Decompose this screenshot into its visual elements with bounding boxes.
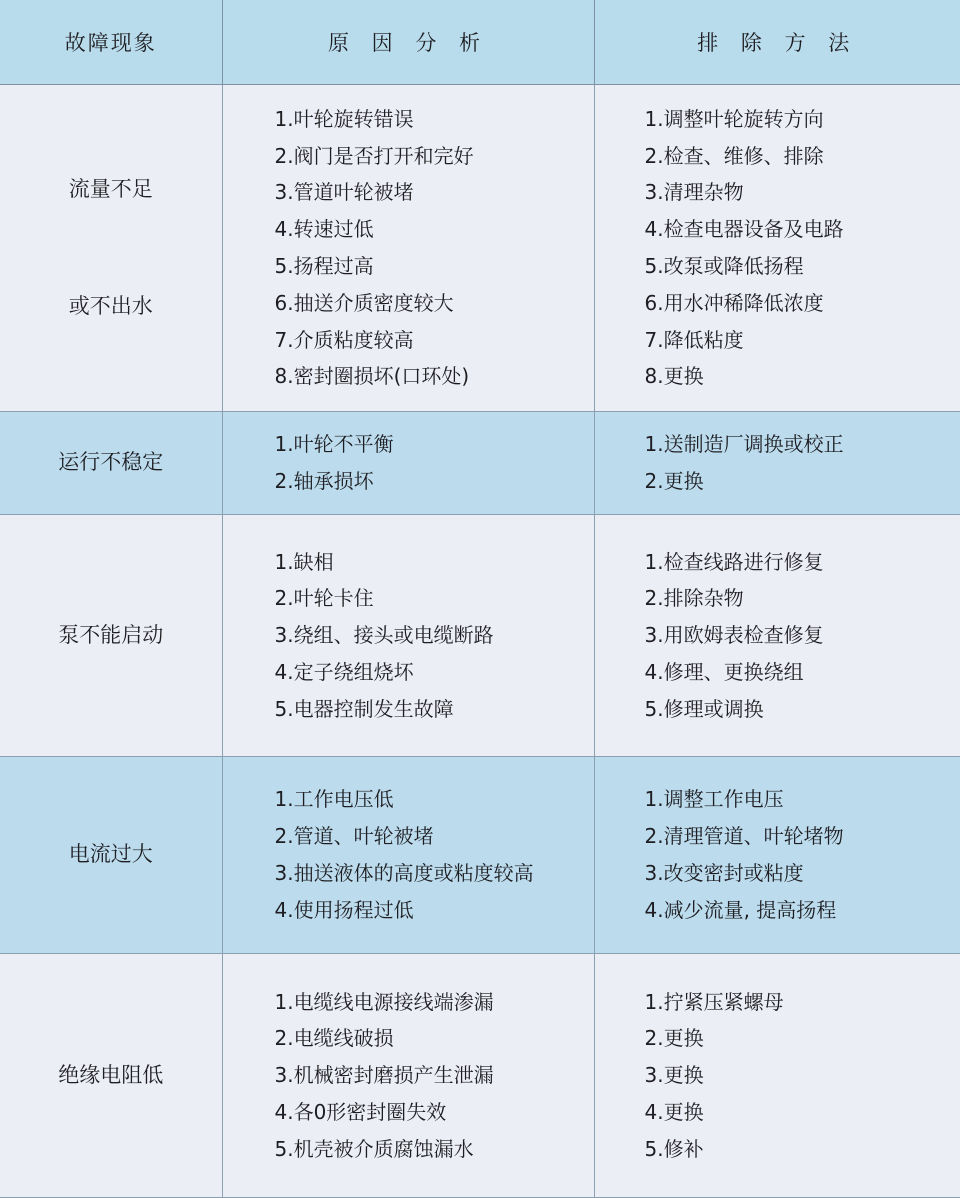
- symptom-cell: [0, 515, 222, 757]
- table-row: [0, 412, 960, 515]
- remedy-item: 3.用欧姆表检查修复: [645, 617, 960, 654]
- header-remedy: 排 除 方 法: [594, 0, 960, 85]
- cause-item: 5.扬程过高: [275, 248, 594, 285]
- remedy-item: 4.更换: [645, 1094, 960, 1131]
- remedy-item: 5.修补: [645, 1131, 960, 1168]
- cause-cell: [222, 757, 594, 954]
- cause-item: 7.介质粘度较高: [275, 322, 594, 359]
- table-row: [0, 515, 960, 757]
- remedy-item: 5.修理或调换: [645, 691, 960, 728]
- table-row: [0, 757, 960, 954]
- remedy-item: 1.送制造厂调换或校正: [645, 426, 960, 463]
- remedy-item: 1.拧紧压紧螺母: [645, 984, 960, 1021]
- remedy-item: 4.减少流量, 提高扬程: [645, 892, 960, 929]
- cause-item: 1.叶轮不平衡: [275, 426, 594, 463]
- table-row: [0, 954, 960, 1198]
- cause-item: 4.定子绕组烧坏: [275, 654, 594, 691]
- remedy-item: 1.调整工作电压: [645, 781, 960, 818]
- cause-item: 2.轴承损坏: [275, 463, 594, 500]
- cause-item: 3.机械密封磨损产生泄漏: [275, 1057, 594, 1094]
- symptom-cell: [0, 412, 222, 515]
- cause-item: 2.阀门是否打开和完好: [275, 138, 594, 175]
- cause-item: 1.工作电压低: [275, 781, 594, 818]
- cause-cell: [222, 85, 594, 412]
- remedy-item: 2.排除杂物: [645, 580, 960, 617]
- remedy-item: 5.改泵或降低扬程: [645, 248, 960, 285]
- header-symptom: 故障现象: [0, 0, 222, 85]
- cause-item: 2.叶轮卡住: [275, 580, 594, 617]
- table-row: [0, 85, 960, 412]
- cause-item: 8.密封圈损坏(口环处): [275, 358, 594, 395]
- remedy-cell: [594, 954, 960, 1198]
- cause-cell: [222, 515, 594, 757]
- symptom-text: 流量不足: [0, 176, 222, 203]
- symptom-text: 运行不稳定: [0, 449, 222, 476]
- symptom-cell: [0, 85, 222, 412]
- cause-item: 3.管道叶轮被堵: [275, 174, 594, 211]
- symptom-cell: [0, 757, 222, 954]
- symptom-text: 或不出水: [0, 293, 222, 320]
- remedy-item: 3.更换: [645, 1057, 960, 1094]
- cause-item: 2.电缆线破损: [275, 1020, 594, 1057]
- cause-item: 4.各0形密封圈失效: [275, 1094, 594, 1131]
- remedy-item: 1.调整叶轮旋转方向: [645, 101, 960, 138]
- cause-cell: [222, 954, 594, 1198]
- cause-item: 1.叶轮旋转错误: [275, 101, 594, 138]
- remedy-cell: [594, 757, 960, 954]
- cause-item: 2.管道、叶轮被堵: [275, 818, 594, 855]
- symptom-text: 绝缘电阻低: [0, 1062, 222, 1089]
- remedy-item: 2.更换: [645, 463, 960, 500]
- header-row: [0, 0, 960, 85]
- cause-cell: [222, 412, 594, 515]
- remedy-item: 6.用水冲稀降低浓度: [645, 285, 960, 322]
- cause-item: 5.电器控制发生故障: [275, 691, 594, 728]
- cause-item: 1.缺相: [275, 544, 594, 581]
- remedy-item: 4.检查电器设备及电路: [645, 211, 960, 248]
- remedy-cell: [594, 515, 960, 757]
- remedy-item: 7.降低粘度: [645, 322, 960, 359]
- remedy-item: 2.检查、维修、排除: [645, 138, 960, 175]
- remedy-item: 4.修理、更换绕组: [645, 654, 960, 691]
- remedy-item: 2.更换: [645, 1020, 960, 1057]
- cause-item: 3.绕组、接头或电缆断路: [275, 617, 594, 654]
- remedy-cell: [594, 412, 960, 515]
- symptom-cell: [0, 954, 222, 1198]
- cause-item: 4.转速过低: [275, 211, 594, 248]
- cause-item: 5.机壳被介质腐蚀漏水: [275, 1131, 594, 1168]
- cause-item: 1.电缆线电源接线端渗漏: [275, 984, 594, 1021]
- header-cause: 原 因 分 析: [222, 0, 594, 85]
- cause-item: 3.抽送液体的高度或粘度较高: [275, 855, 594, 892]
- remedy-cell: [594, 85, 960, 412]
- remedy-item: 2.清理管道、叶轮堵物: [645, 818, 960, 855]
- cause-item: 6.抽送介质密度较大: [275, 285, 594, 322]
- remedy-item: 3.改变密封或粘度: [645, 855, 960, 892]
- symptom-text: 电流过大: [0, 841, 222, 868]
- remedy-item: 3.清理杂物: [645, 174, 960, 211]
- symptom-text: 泵不能启动: [0, 622, 222, 649]
- remedy-item: 8.更换: [645, 358, 960, 395]
- remedy-item: 1.检查线路进行修复: [645, 544, 960, 581]
- cause-item: 4.使用扬程过低: [275, 892, 594, 929]
